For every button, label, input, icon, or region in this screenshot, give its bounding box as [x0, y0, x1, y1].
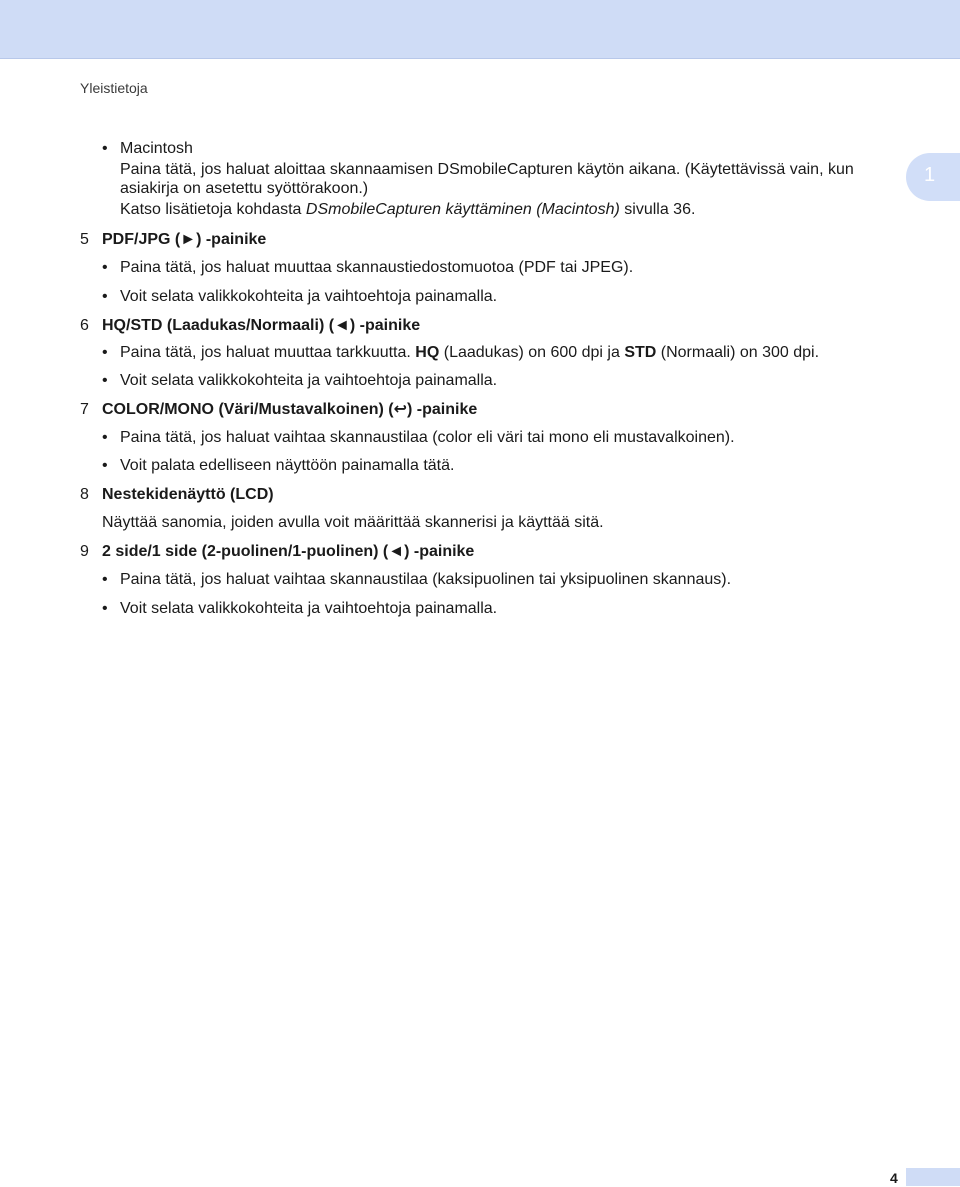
step-6-number: 6: [80, 317, 89, 334]
step-9-title-post: ) -painike: [404, 543, 475, 560]
step-5-bullet-1: Paina tätä, jos haluat muuttaa skannaustiedostomuotoa (PDF tai JPEG).: [120, 259, 634, 276]
step-6-bullet-1: [120, 343, 819, 362]
step-5-title: [102, 230, 266, 249]
step-6-title-post: ) -painike: [349, 317, 421, 334]
step-6-b1-std: STD: [624, 344, 657, 361]
mac-line-1: Paina tätä, jos haluat aloittaa skannaamisen DSmobileCapturen käytön aikana. (Käytettävissä vain, kun: [120, 161, 854, 178]
step-7-number: 7: [80, 401, 89, 418]
step-9-bullet-1: Paina tätä, jos haluat vaihtaa skannaustilaa (kaksipuolinen tai yksipuolinen skannaus).: [120, 571, 732, 588]
play-left-icon: ◄: [388, 543, 405, 560]
bullet-mark: •: [102, 571, 108, 588]
step-9-title: [102, 542, 474, 561]
step-5-number: 5: [80, 231, 89, 248]
chapter-tab: [906, 153, 960, 201]
step-6-bullet-2: Voit selata valikkokohteita ja vaihtoehtoja painamalla.: [120, 372, 498, 389]
step-5-title-pre: PDF/JPG (: [102, 231, 181, 248]
bullet-mark: •: [102, 288, 108, 305]
play-right-icon: ►: [180, 231, 197, 248]
step-6-title-pre: HQ/STD (Laadukas/Normaali) (: [102, 317, 335, 334]
bullet-mark: •: [102, 259, 108, 276]
bullet-mark: •: [102, 372, 108, 389]
step-6-b1-pre: Paina tätä, jos haluat muuttaa tarkkuutta.: [120, 344, 416, 361]
step-9-title-pre: 2 side/1 side (2-puolinen/1-puolinen) (: [102, 543, 389, 560]
bullet-mark: •: [102, 457, 108, 474]
step-6-b1-post: (Normaali) on 300 dpi.: [656, 344, 820, 361]
step-5-title-post: ) -painike: [196, 231, 267, 248]
play-left-icon: ◄: [334, 317, 350, 334]
step-7-title: [102, 400, 477, 419]
step-9-number: 9: [80, 543, 89, 560]
bullet-mark: •: [102, 140, 108, 157]
chapter-number: 1: [924, 164, 936, 186]
page-number: 4: [890, 1170, 898, 1186]
mac-line-3: [120, 200, 695, 219]
step-7-bullet-2: Voit palata edelliseen näyttöön painamalla tätä.: [120, 457, 455, 474]
mac-line-2: asiakirja on asetettu syöttörakoon.): [120, 180, 369, 197]
step-8-text: Näyttää sanomia, joiden avulla voit määrittää skannerisi ja käyttää sitä.: [102, 514, 604, 531]
step-5-bullet-2: Voit selata valikkokohteita ja vaihtoehtoja painamalla.: [120, 288, 498, 305]
step-9-bullet-2: Voit selata valikkokohteita ja vaihtoehtoja painamalla.: [120, 600, 498, 617]
step-7-title-pre: COLOR/MONO (Väri/Mustavalkoinen) (: [102, 401, 394, 418]
step-6-b1-mid: (Laadukas) on 600 dpi ja: [439, 344, 625, 361]
mac-link[interactable]: DSmobileCapturen käyttäminen (Macintosh): [305, 201, 620, 218]
step-7-title-post: ) -painike: [407, 401, 478, 418]
footer-tab: [906, 1168, 960, 1186]
bullet-mark: •: [102, 429, 108, 446]
mac-label: Macintosh: [120, 140, 193, 157]
mac-line-3-post: sivulla 36.: [619, 201, 696, 218]
step-6-title: [102, 316, 420, 335]
mac-line-3-pre: Katso lisätietoja kohdasta: [120, 201, 306, 218]
step-7-bullet-1: Paina tätä, jos haluat vaihtaa skannaustilaa (color eli väri tai mono eli mustavalkoinen).: [120, 429, 735, 446]
top-header-band: [0, 0, 960, 59]
step-6-b1-hq: HQ: [415, 344, 440, 361]
step-8-number: 8: [80, 486, 89, 503]
section-header: Yleistietoja: [80, 80, 148, 96]
bullet-mark: •: [102, 344, 108, 361]
step-8-title: Nestekidenäyttö (LCD): [102, 486, 274, 503]
bullet-mark: •: [102, 600, 108, 617]
back-arrow-icon: ↩: [393, 401, 407, 418]
